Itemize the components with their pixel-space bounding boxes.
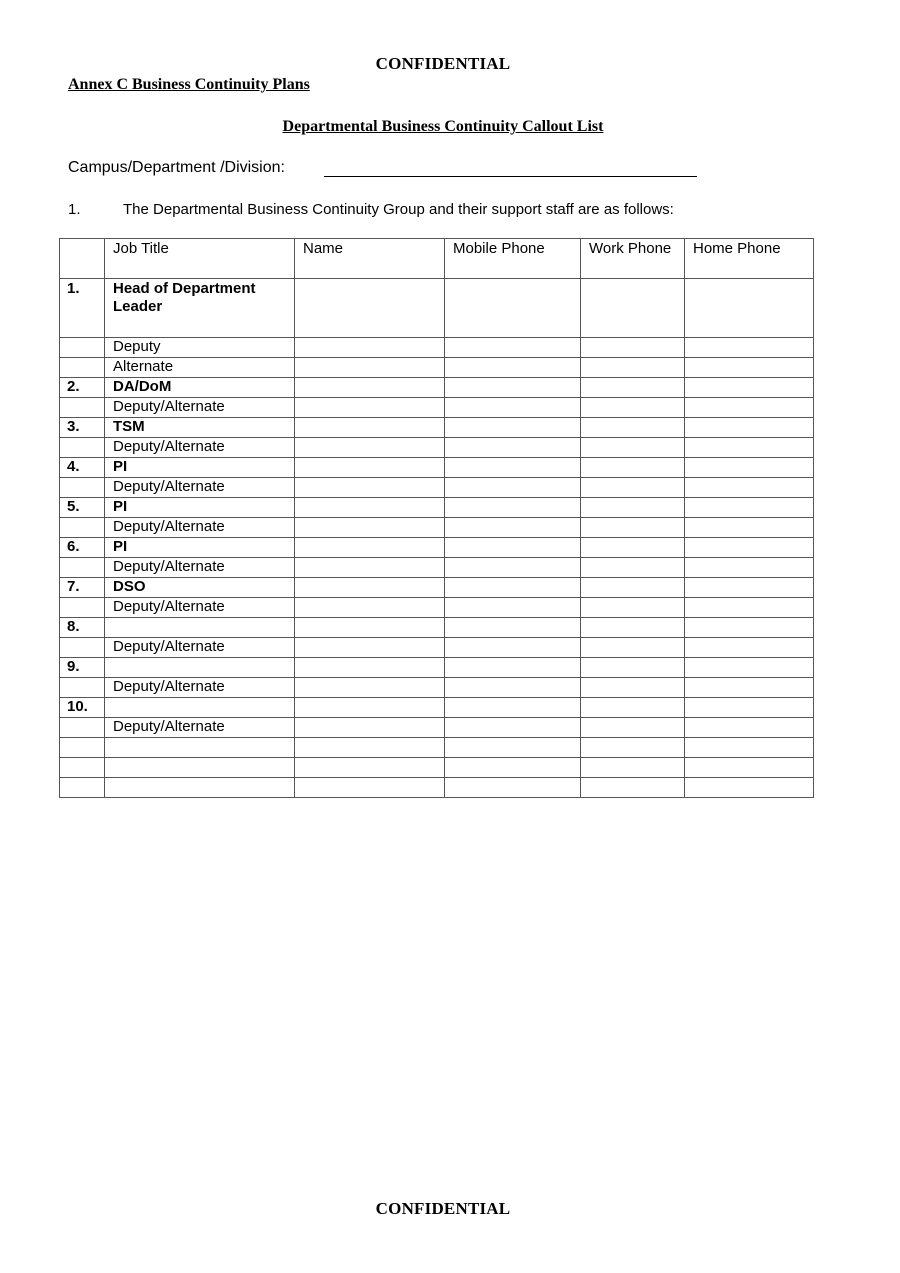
- name-cell[interactable]: [295, 378, 445, 398]
- work-phone-cell[interactable]: [581, 538, 685, 558]
- job-title-cell: [105, 658, 295, 678]
- column-header-name: Name: [295, 239, 445, 279]
- row-number: 3.: [60, 418, 105, 438]
- intro-text: The Departmental Business Continuity Group and their support staff are as follows:: [123, 201, 674, 218]
- job-title-cell: PI: [105, 458, 295, 478]
- home-phone-cell[interactable]: [685, 598, 814, 618]
- home-phone-cell[interactable]: [685, 378, 814, 398]
- job-title-cell: TSM: [105, 418, 295, 438]
- home-phone-cell[interactable]: [685, 498, 814, 518]
- home-phone-cell[interactable]: [685, 638, 814, 658]
- name-cell[interactable]: [295, 498, 445, 518]
- table-row: [60, 558, 814, 578]
- home-phone-cell[interactable]: [685, 558, 814, 578]
- work-phone-cell[interactable]: [581, 738, 685, 758]
- row-number: 9.: [60, 658, 105, 678]
- mobile-phone-cell[interactable]: [445, 698, 581, 718]
- job-title-cell: DSO: [105, 578, 295, 598]
- work-phone-cell[interactable]: [581, 478, 685, 498]
- name-cell[interactable]: [295, 458, 445, 478]
- home-phone-cell[interactable]: [685, 358, 814, 378]
- table-row: [60, 678, 814, 698]
- row-number: 6.: [60, 538, 105, 558]
- mobile-phone-cell[interactable]: [445, 738, 581, 758]
- table-row: [60, 478, 814, 498]
- work-phone-cell[interactable]: [581, 358, 685, 378]
- work-phone-cell[interactable]: [581, 578, 685, 598]
- work-phone-cell[interactable]: [581, 558, 685, 578]
- row-number: 4.: [60, 458, 105, 478]
- row-number: [60, 478, 105, 498]
- table-row: [60, 638, 814, 658]
- row-number: [60, 778, 105, 798]
- job-title-cell: Deputy/Alternate: [105, 478, 295, 498]
- row-number: [60, 758, 105, 778]
- mobile-phone-cell[interactable]: [445, 758, 581, 778]
- row-number: [60, 398, 105, 418]
- column-header-mobile-phone: Mobile Phone: [445, 239, 581, 279]
- name-cell[interactable]: [295, 478, 445, 498]
- work-phone-cell[interactable]: [581, 638, 685, 658]
- confidential-header: CONFIDENTIAL: [375, 54, 511, 73]
- row-number: 8.: [60, 618, 105, 638]
- column-header-work-phone: Work Phone: [581, 239, 685, 279]
- home-phone-cell[interactable]: [685, 738, 814, 758]
- table-row: [60, 718, 814, 738]
- work-phone-cell[interactable]: [581, 758, 685, 778]
- row-number: 1.: [60, 279, 105, 338]
- job-title-cell: Deputy/Alternate: [105, 718, 295, 738]
- table-row: [60, 738, 814, 758]
- work-phone-cell[interactable]: [581, 618, 685, 638]
- table-row: [60, 458, 814, 478]
- job-title-cell: Deputy/Alternate: [105, 518, 295, 538]
- mobile-phone-cell[interactable]: [445, 438, 581, 458]
- document-title: Departmental Business Continuity Callout List: [282, 118, 604, 135]
- row-number: [60, 558, 105, 578]
- work-phone-cell[interactable]: [581, 698, 685, 718]
- job-title-cell: DA/DoM: [105, 378, 295, 398]
- row-number: [60, 518, 105, 538]
- mobile-phone-cell[interactable]: [445, 558, 581, 578]
- job-title-cell: [105, 618, 295, 638]
- table-row: [60, 518, 814, 538]
- table-header-row: [60, 239, 814, 279]
- campus-label: Campus/Department /Division:: [68, 159, 285, 176]
- table-row: [60, 438, 814, 458]
- job-title-cell: Deputy/Alternate: [105, 438, 295, 458]
- work-phone-cell[interactable]: [581, 378, 685, 398]
- home-phone-cell[interactable]: [685, 778, 814, 798]
- name-cell[interactable]: [295, 718, 445, 738]
- work-phone-cell[interactable]: [581, 598, 685, 618]
- table-row: [60, 618, 814, 638]
- job-title-cell: [105, 758, 295, 778]
- table-row: [60, 698, 814, 718]
- mobile-phone-cell[interactable]: [445, 618, 581, 638]
- job-title-cell: Head of Department Leader: [105, 279, 295, 338]
- job-title-cell: Deputy/Alternate: [105, 678, 295, 698]
- column-header-number: [60, 239, 105, 279]
- name-cell[interactable]: [295, 778, 445, 798]
- home-phone-cell[interactable]: [685, 758, 814, 778]
- home-phone-cell[interactable]: [685, 279, 814, 338]
- mobile-phone-cell[interactable]: [445, 658, 581, 678]
- row-number: [60, 438, 105, 458]
- home-phone-cell[interactable]: [685, 658, 814, 678]
- mobile-phone-cell[interactable]: [445, 478, 581, 498]
- column-header-job-title: Job Title: [105, 239, 295, 279]
- mobile-phone-cell[interactable]: [445, 638, 581, 658]
- mobile-phone-cell[interactable]: [445, 538, 581, 558]
- row-number: 7.: [60, 578, 105, 598]
- job-title-cell: Deputy/Alternate: [105, 558, 295, 578]
- row-number: 2.: [60, 378, 105, 398]
- annex-heading: Annex C Business Continuity Plans: [68, 76, 310, 93]
- table-row: [60, 598, 814, 618]
- work-phone-cell[interactable]: [581, 279, 685, 338]
- row-number: [60, 338, 105, 358]
- home-phone-cell[interactable]: [685, 438, 814, 458]
- work-phone-cell[interactable]: [581, 678, 685, 698]
- name-cell[interactable]: [295, 418, 445, 438]
- confidential-footer: CONFIDENTIAL: [375, 1199, 511, 1218]
- table-row: [60, 778, 814, 798]
- table-row: [60, 758, 814, 778]
- row-number: [60, 718, 105, 738]
- work-phone-cell[interactable]: [581, 418, 685, 438]
- home-phone-cell[interactable]: [685, 698, 814, 718]
- job-title-cell: PI: [105, 498, 295, 518]
- table-row: [60, 498, 814, 518]
- name-cell[interactable]: [295, 338, 445, 358]
- name-cell[interactable]: [295, 618, 445, 638]
- work-phone-cell[interactable]: [581, 438, 685, 458]
- work-phone-cell[interactable]: [581, 458, 685, 478]
- home-phone-cell[interactable]: [685, 678, 814, 698]
- home-phone-cell[interactable]: [685, 478, 814, 498]
- work-phone-cell[interactable]: [581, 498, 685, 518]
- home-phone-cell[interactable]: [685, 518, 814, 538]
- callout-table: [59, 238, 814, 798]
- mobile-phone-cell[interactable]: [445, 398, 581, 418]
- mobile-phone-cell[interactable]: [445, 678, 581, 698]
- work-phone-cell[interactable]: [581, 338, 685, 358]
- table-row: [60, 338, 814, 358]
- name-cell[interactable]: [295, 638, 445, 658]
- name-cell[interactable]: [295, 598, 445, 618]
- work-phone-cell[interactable]: [581, 718, 685, 738]
- mobile-phone-cell[interactable]: [445, 418, 581, 438]
- mobile-phone-cell[interactable]: [445, 718, 581, 738]
- name-cell[interactable]: [295, 358, 445, 378]
- table-row: [60, 378, 814, 398]
- mobile-phone-cell[interactable]: [445, 358, 581, 378]
- work-phone-cell[interactable]: [581, 398, 685, 418]
- row-number: [60, 358, 105, 378]
- job-title-cell: [105, 778, 295, 798]
- intro-number: 1.: [68, 201, 81, 218]
- mobile-phone-cell[interactable]: [445, 378, 581, 398]
- mobile-phone-cell[interactable]: [445, 498, 581, 518]
- name-cell[interactable]: [295, 578, 445, 598]
- mobile-phone-cell[interactable]: [445, 458, 581, 478]
- name-cell[interactable]: [295, 658, 445, 678]
- job-title-cell: Deputy/Alternate: [105, 598, 295, 618]
- row-number: 10.: [60, 698, 105, 718]
- name-cell[interactable]: [295, 698, 445, 718]
- table-row: [60, 658, 814, 678]
- home-phone-cell[interactable]: [685, 338, 814, 358]
- row-number: [60, 738, 105, 758]
- work-phone-cell[interactable]: [581, 658, 685, 678]
- work-phone-cell[interactable]: [581, 518, 685, 538]
- name-cell[interactable]: [295, 518, 445, 538]
- table-row: [60, 418, 814, 438]
- name-cell[interactable]: [295, 678, 445, 698]
- mobile-phone-cell[interactable]: [445, 338, 581, 358]
- job-title-cell: Deputy/Alternate: [105, 398, 295, 418]
- job-title-cell: Alternate: [105, 358, 295, 378]
- table-row: [60, 578, 814, 598]
- home-phone-cell[interactable]: [685, 718, 814, 738]
- mobile-phone-cell[interactable]: [445, 518, 581, 538]
- row-number: [60, 598, 105, 618]
- mobile-phone-cell[interactable]: [445, 578, 581, 598]
- row-number: [60, 638, 105, 658]
- table-row: [60, 538, 814, 558]
- campus-fill-line[interactable]: [324, 176, 697, 177]
- mobile-phone-cell[interactable]: [445, 778, 581, 798]
- table-row: [60, 279, 814, 338]
- job-title-cell: [105, 698, 295, 718]
- job-title-cell: PI: [105, 538, 295, 558]
- work-phone-cell[interactable]: [581, 778, 685, 798]
- home-phone-cell[interactable]: [685, 538, 814, 558]
- home-phone-cell[interactable]: [685, 618, 814, 638]
- job-title-cell: Deputy: [105, 338, 295, 358]
- home-phone-cell[interactable]: [685, 458, 814, 478]
- home-phone-cell[interactable]: [685, 418, 814, 438]
- job-title-cell: [105, 738, 295, 758]
- name-cell[interactable]: [295, 398, 445, 418]
- name-cell[interactable]: [295, 538, 445, 558]
- home-phone-cell[interactable]: [685, 578, 814, 598]
- column-header-home-phone: Home Phone: [685, 239, 814, 279]
- mobile-phone-cell[interactable]: [445, 279, 581, 338]
- name-cell[interactable]: [295, 279, 445, 338]
- name-cell[interactable]: [295, 738, 445, 758]
- home-phone-cell[interactable]: [685, 398, 814, 418]
- name-cell[interactable]: [295, 758, 445, 778]
- name-cell[interactable]: [295, 438, 445, 458]
- row-number: 5.: [60, 498, 105, 518]
- job-title-cell: Deputy/Alternate: [105, 638, 295, 658]
- name-cell[interactable]: [295, 558, 445, 578]
- mobile-phone-cell[interactable]: [445, 598, 581, 618]
- table-row: [60, 398, 814, 418]
- table-row: [60, 358, 814, 378]
- row-number: [60, 678, 105, 698]
